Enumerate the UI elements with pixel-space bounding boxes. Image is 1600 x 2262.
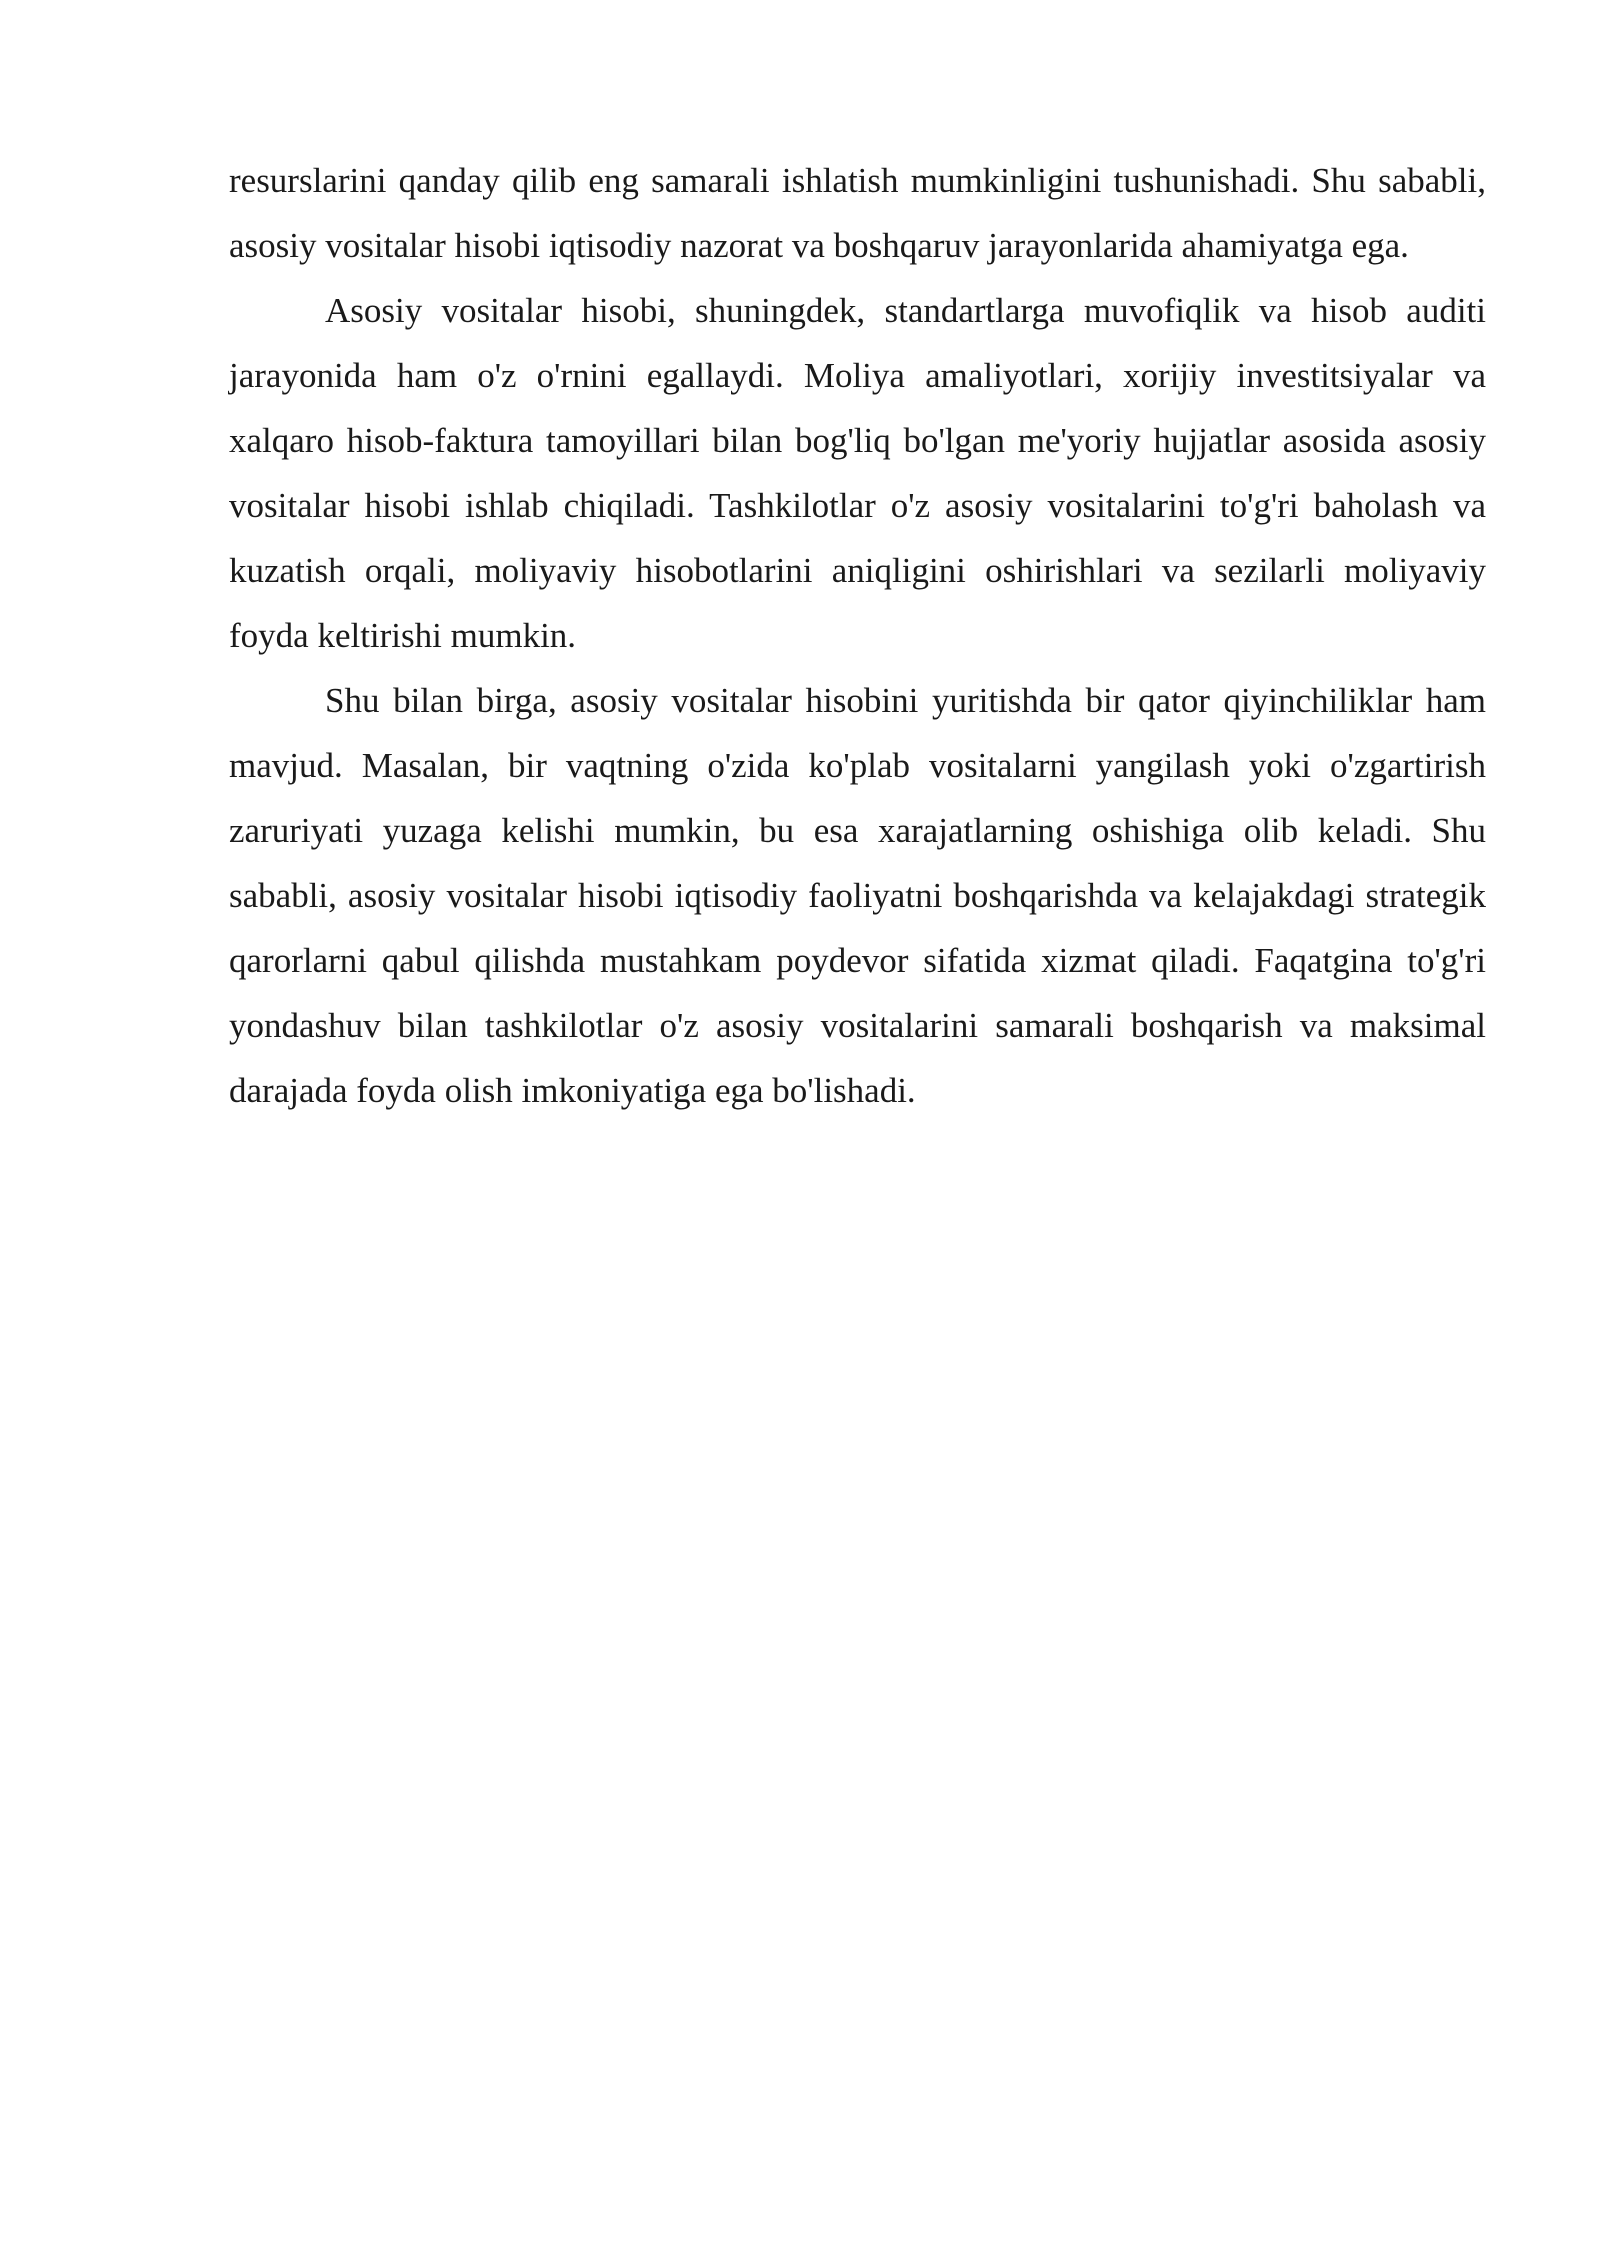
- body-text: [229, 148, 1486, 1123]
- paragraph: Asosiy vositalar hisobi, shuningdek, standartlarga muvofiqlik va hisob auditi jarayonida ham o'z o'rnini egallaydi. Moliya amaliyotlari, xorijiy investitsiyalar va xalqaro hisob-faktura tamoyillari bilan bog'liq bo'lgan me'yoriy hujjatlar asosida asosiy vositalar hisobi ishlab chiqiladi. Tashkilotlar o'z asosiy vositalarini to'g'ri baholash va kuzatish orqali, moliyaviy hisobotlarini aniqligini oshirishlari va sezilarli moliyaviy foyda keltirishi mumkin.: [229, 291, 1486, 655]
- paragraph: Shu bilan birga, asosiy vositalar hisobini yuritishda bir qator qiyinchiliklar ham mavjud. Masalan, bir vaqtning o'zida ko'plab vositalarni yangilash yoki o'zgartirish zaruriyati yuzaga kelishi mumkin, bu esa xarajatlarning oshishiga olib keladi. Shu sababli, asosiy vositalar hisobi iqtisodiy faoliyatni boshqarishda va kelajakdagi strategik qarorlarni qabul qilishda mustahkam poydevor sifatida xizmat qiladi. Faqatgina to'g'ri yondashuv bilan tashkilotlar o'z asosiy vositalarini samarali boshqarish va maksimal darajada foyda olish imkoniyatiga ega bo'lishadi.: [229, 681, 1486, 1110]
- paragraph-continuation: resurslarini qanday qilib eng samarali ishlatish mumkinligini tushunishadi. Shu sababli, asosiy vositalar hisobi iqtisodiy nazorat va boshqaruv jarayonlarida ahamiyatga ega.: [229, 161, 1486, 265]
